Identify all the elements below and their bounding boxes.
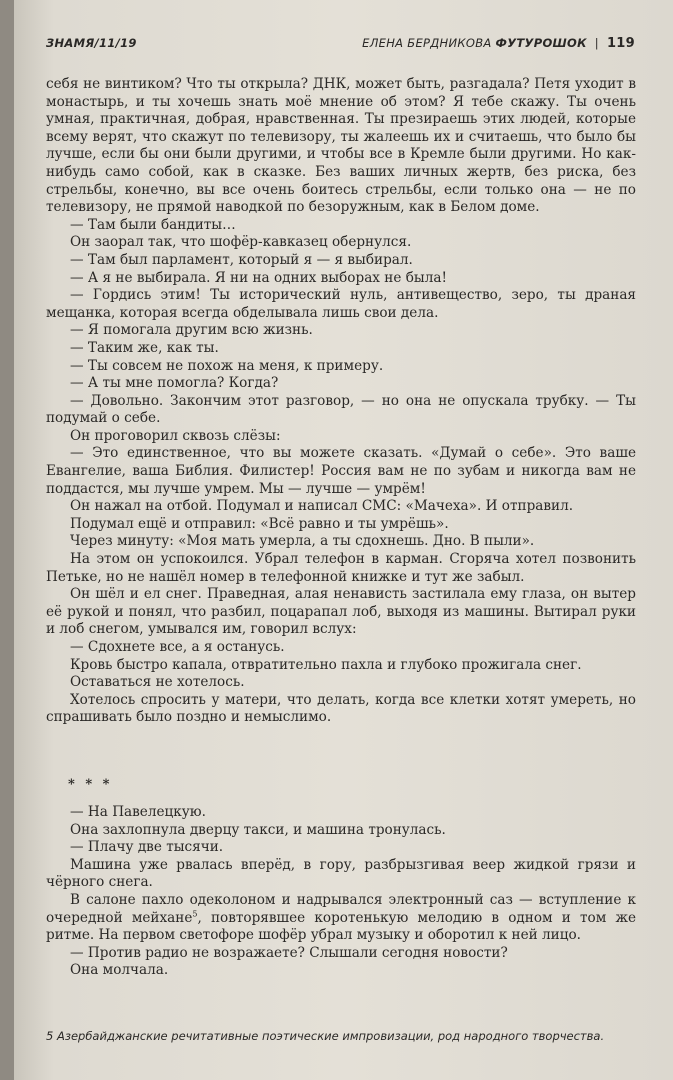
footnote: 5 Азербайджанские речитативные поэтические импровизации, род народного творчества. xyxy=(46,1029,605,1043)
paragraph: — Таким же, как ты. xyxy=(70,339,219,356)
header-right xyxy=(362,36,635,51)
paragraph: — Я помогала другим всю жизнь. xyxy=(70,322,313,339)
paragraph: Он проговорил сквозь слёзы: xyxy=(70,427,281,444)
paragraph: — Там были бандиты… xyxy=(70,216,236,233)
paragraph-text: В салоне пахло одеколоном и надрывался электронный саз — вступление к очередной мейхане xyxy=(46,891,636,926)
paragraph: Через минуту: «Моя мать умерла, а ты сдохнешь. Дно. В пыли». xyxy=(70,533,535,550)
paragraph: Кровь быстро капала, отвратительно пахла и глубоко прожигала снег. xyxy=(70,656,582,673)
paragraph: — Ты совсем не похож на меня, к примеру. xyxy=(70,357,384,374)
paragraph: Она молчала. xyxy=(70,962,169,979)
author-name: ЕЛЕНА БЕРДНИКОВА xyxy=(362,36,492,50)
paragraph: — Это единственное, что вы можете сказать. «Думай о себе». Это ваше Евангелие, ваша Библия. Филистер! Россия вам не по зубам и никогда вам не поддастся, мы лучше умрем. Мы — лучше — умрём! xyxy=(46,445,636,497)
footnote-marker: 5 xyxy=(192,909,198,919)
body-text-part2 xyxy=(46,804,636,980)
paragraph-text: , повторявшее коротенькую мелодию в одном и том же ритме. На первом светофоре шофёр убрал музыку и оборотил к ней лицо. xyxy=(46,909,636,944)
book-page xyxy=(14,0,673,1080)
paragraph: — Довольно. Закончим этот разговор, — но она не опускала трубку. — Ты подумай о себе. xyxy=(46,392,636,427)
paragraph: Он заорал так, что шофёр-кавказец обернулся. xyxy=(70,234,412,251)
paragraph: Подумал ещё и отправил: «Всё равно и ты умрёшь». xyxy=(70,515,449,532)
paragraph: — А я не выбирала. Я ни на одних выборах не была! xyxy=(70,269,447,286)
paragraph xyxy=(46,892,636,945)
paragraph: Она захлопнула дверцу такси, и машина тронулась. xyxy=(70,821,446,838)
body-text-part1 xyxy=(46,76,636,727)
paragraph: Машина уже рвалась вперёд, в гору, разбрызгивая веер жидкой грязи и чёрного снега. xyxy=(46,856,636,891)
paragraph: Оставаться не хотелось. xyxy=(70,674,245,691)
paragraph: — Плачу две тысячи. xyxy=(70,839,224,856)
story-title: ФУТУРОШОК xyxy=(495,36,587,50)
paragraph: Он шёл и ел снег. Праведная, алая ненависть застилала ему глаза, он вытер её рукой и понял, что разбил, поцарапал лоб, выходя из машины. Вытирал руки и лоб снегом, умывался им, говорил вслух: xyxy=(46,586,636,638)
paragraph: — Гордись этим! Ты исторический нуль, антивещество, зеро, ты драная мещанка, которая всегда обделывала лишь свои дела. xyxy=(46,287,636,321)
paragraph: — Там был парламент, который я — я выбирал. xyxy=(70,251,413,268)
running-header xyxy=(46,36,635,54)
paragraph: Хотелось спросить у матери, что делать, когда все клетки хотят умереть, но спрашивать было поздно и немыслимо. xyxy=(46,691,636,726)
header-separator: | xyxy=(594,36,599,50)
paragraph: себя не винтиком? Что ты открыла? ДНК, может быть, разгадала? Петя уходит в монастырь, и ты хочешь знать моё мнение об этом? Я тебе скажу. Ты очень умная, практичная, добрая, нравственная. Ты презираешь этих людей, которые всему верят, что скажут по телевизору, ты жалеешь их и считаешь, что было бы лучше, если бы они были другими, и чтобы все в Кремле были другими. Но как-нибудь само собой, как в сказке. Без ваших личных жертв, без риска, без стрельбы, конечно, вы все очень боитесь стрельбы, если только она — не по телевизору, не прямой наводкой по безоружным, как в Белом доме. xyxy=(46,76,636,216)
paragraph: — Сдохнете все, а я останусь. xyxy=(70,639,285,655)
paragraph: — На Павелецкую. xyxy=(70,804,206,820)
paragraph: — А ты мне помогла? Когда? xyxy=(70,375,279,392)
paragraph: — Против радио не возражаете? Слышали сегодня новости? xyxy=(70,944,508,961)
paragraph: На этом он успокоился. Убрал телефон в карман. Сгоряча хотел позвонить Петьке, но не нашёл номер в телефонной книжке и тут же забыл. xyxy=(46,551,636,585)
page-number: 119 xyxy=(606,36,635,51)
section-break: * * * xyxy=(68,777,113,792)
journal-issue: ЗНАМЯ/11/19 xyxy=(46,36,137,50)
paragraph: Он нажал на отбой. Подумал и написал СМС: «Мачеха». И отправил. xyxy=(70,498,574,515)
